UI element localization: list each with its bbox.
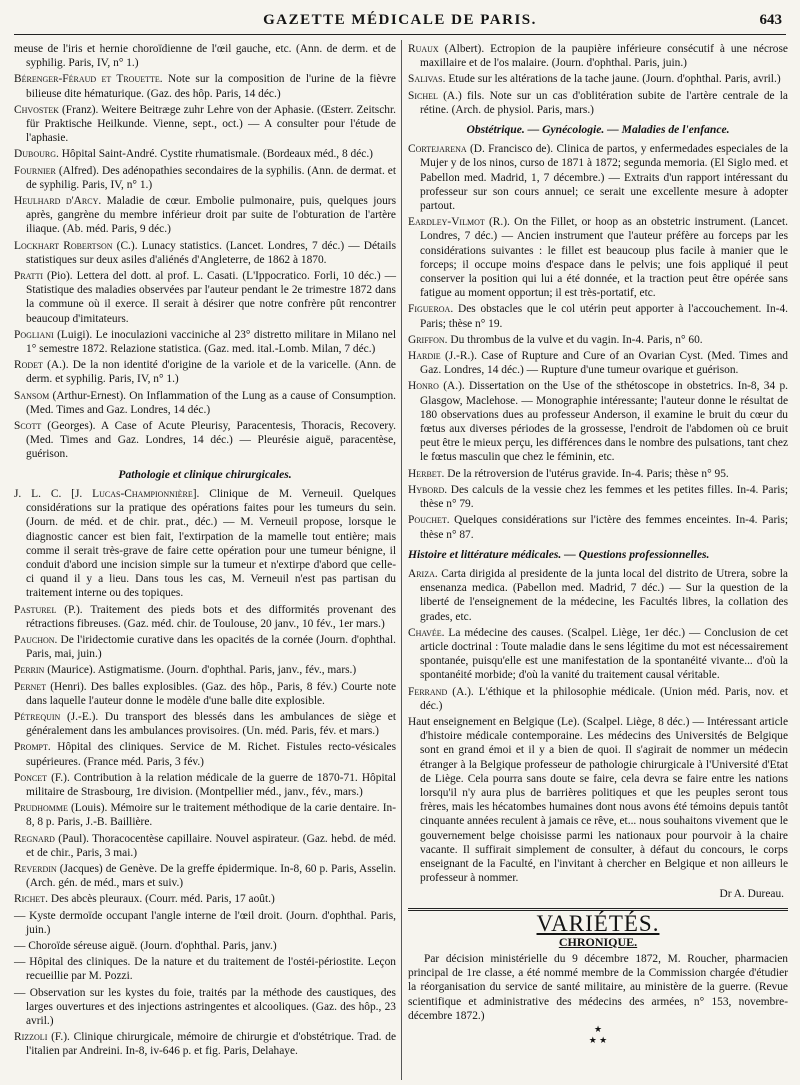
entry-author: Hardie [408,350,441,363]
bibliography-entry [408,467,788,481]
bibliography-entry [14,42,396,70]
entry-author: Perrin [14,664,45,677]
entry-text: Du thrombus de la vulve et du vagin. In-4. Paris, n° 60. [447,333,703,346]
page-number: 643 [759,12,782,28]
bibliography-list-tail [14,1030,396,1058]
entry-author: Dubourg. [14,148,59,161]
stars-bottom: ★ ★ [588,1035,608,1045]
bibliography-entry [408,483,788,511]
entry-author: Cortejarena [408,143,467,156]
entry-author: Pétrequin [14,710,61,723]
entry-text: (Luigi). Le inoculazioni vacciniche al 23° distretto militare in Milano nel 1° semestre 1872. Relazione statistica. (Gaz. med. ital.-Lomb. Milan, 7 déc.) [26,328,396,356]
entry-text: (A.). L'éthique et la philosophie médicale. (Union méd. Paris, nov. et déc.) [420,685,788,712]
entry-text: (C.). Lunacy statistics. (Lancet. Londres, 7 déc.) — Détails statistiques sur deux asiles d'aliénés d'Angleterre, de 1862 à 1870. [26,239,397,266]
entry-text: (F.). Contribution à la relation médicale de la guerre de 1870-71. Hôpital militaire de Strasbourg, 1re division. (Montpellier méd., janv., fév., mars.) [26,771,396,798]
bibliography-entry [14,801,396,829]
section-heading-pathologie: Pathologie et clinique chirurgicales. [118,467,292,481]
entry-text: Note sur la composition de l'urine de la fièvre bilieuse dite hématurique. (Gaz. des hôp. Paris, 14 déc.) [26,73,396,100]
bibliography-entry [14,633,396,661]
bibliography-entry [14,194,396,237]
entry-author: Pouchet. [408,514,450,527]
entry-text: (Albert). Ectropion de la paupière inférieure consécutif à une nécrose maxillaire et de l'os malaire. (Journ. d'ophthal. Paris, juin.) [420,43,788,70]
bibliography-entry [408,685,788,713]
bibliography-entry [14,487,396,601]
entry-author: Prompt. [14,741,51,754]
entry-text: (R.). On the Fillet, or hoop as an obstetric instrument. (Lancet. Londres, 7 déc.) — Ancien instrument que l'auteur préfère au forceps par les considérations suivantes : le fillet est beaucoup plus facile à manier que le forceps; il occupe moins d'espace dans le pelvis; une fois appliqué il peut conserver la position qui lui a été donnée, et la traction peut être opérée sans fatigue au moment opportun; il est très-portatif, etc. [420,216,788,300]
entry-author: Ariza. [408,567,438,580]
bibliography-entry [14,147,396,161]
entry-author: Pauchon. [14,633,58,646]
entry-text: Des abcès pleuraux. (Courr. méd. Paris, 17 août.) [48,893,275,906]
entry-author: Ruaux [408,43,439,55]
entry-author: Griffon. [408,333,448,346]
bibliography-entry [14,603,396,631]
bibliography-list-obstetrique [408,142,788,541]
entry-author: Ferrand [408,685,448,698]
bibliography-entry [408,567,788,624]
left-column [14,42,396,1061]
entry-author: Sansom [14,389,50,402]
bibliography-entry [408,715,788,885]
entry-author: Pogliani [14,328,54,341]
entry-author: Heulhard d'Arcy. [14,195,102,208]
chronique-title: CHRONIQUE. [558,934,638,949]
entry-text: (Jacques) de Genève. De la greffe épidermique. In-8, 60 p. Paris, Asselin. (Arch. gén. de méd., mars et suiv.) [26,862,396,890]
bibliography-entry [408,142,788,213]
page-header [14,10,786,35]
bibliography-entry [14,72,396,100]
entry-author: Fournier [14,164,56,177]
signature: Dr A. Dureau. [719,888,784,901]
entry-text: De la rétroversion de l'utérus gravide. In-4. Paris; thèse n° 95. [444,467,729,480]
entry-text: Carta dirigida al presidente de la junta local del distrito de Utrera, sobre la ensenanza medica. (Pabellon med. Madrid, 7 déc.) — Sur la question de la liberté de l'enseignement de la médecine, les Facultés libres, la collation des grades, etc. [420,567,788,623]
bibliography-entry [14,419,396,462]
bibliography-list-general [14,42,396,462]
entry-text: De l'iridectomie curative dans les opacités de la cornée (Journ. d'ophthal. Paris, mai, juin.) [26,633,396,661]
bibliography-entry [14,103,396,146]
bibliography-entry [14,892,396,906]
entry-text: (A.) fils. Note sur un cas d'oblitération subite de l'artère centrale de la rétine. (Arch. de physiol. Paris, mars.) [420,89,788,116]
bibliography-entry [408,215,788,300]
bibliography-entry [14,710,396,738]
bibliography-entry [14,663,396,677]
entry-text: Maladie de cœur. Embolie pulmonaire, puis, quelques jours après, gangrène du membre inférieur droit par suite de l'obturation de l'artère iliaque. (Ab. méd. Paris, 9 déc.) [26,195,396,236]
entry-text: Clinique de M. Verneuil. Quelques considérations sur la pratique des opérations faites pour les tumeurs du sein. (Journ. de méd. et de chir. prat., déc.) — M. Verneuil propose, lorsque le diagnostic cancer est bien fait, l'extirpation de la mamelle tout entière; mais comme il serait très-grave de faire cette opération pour une tumeur bénigne, il conduit d'abord une incision simple sur la tumeur et n'extirpe d'abord que celle-ci quand il y a lieu. Dans tous les cas, M. Verneuil n'est pas partisan du traitement interne ou des topiques. [26,487,396,600]
bibliography-entry [408,89,788,117]
entry-author: Chvostek [14,103,59,116]
bibliography-list-histoire [408,567,788,885]
entry-text: (Alfred). Des adénopathies secondaires de la syphilis. (Ann. de dermat. et de syphilig. Paris, IV, n° 1.) [26,164,396,191]
entry-author: Lockhart Robertson [14,239,113,252]
entry-text: La médecine des causes. (Scalpel. Liège, 1er déc.) — Conclusion de cet article doctrinal : Toute maladie dans le sens légitime du mot est nécessairement spontanée, puisqu'elle est une manifestation de la spontanéité vivante... d'où la spontanéité morbide; d'où la vanité du traitement causal véritable. [420,626,788,682]
entry-text: (Henri). Des balles explosibles. (Gaz. des hôp., Paris, 8 fév.) Courte note dans laquelle l'auteur donne le modèle d'une balle dite explosible. [26,680,396,707]
entry-text: Hôpital des cliniques. Service de M. Richet. Fistules recto-vésicales supérieures. (France méd. Paris, 3 fév.) [26,741,396,768]
entry-author: Pratti [14,270,43,283]
bibliography-entry [408,349,788,377]
chronique-paragraph: Par décision ministérielle du 9 décembre 1872, M. Roucher, pharmacien principal de 1re classe, a été nommé membre de la Commission chargée d'étudier la réorganisation du service de santé militaire, au ministère de la guerre. (Revue scientifique et administrative des médecins des armées, n° 153, novembre-décembre 1872.) [408,952,788,1022]
bibliography-entry [14,740,396,768]
bibliography-entry [408,42,788,70]
entry-text: Etude sur les altérations de la tache jaune. (Journ. d'ophthal. Paris, avril.) [445,73,781,86]
bibliography-entry [408,302,788,330]
entry-author: Reverdin [14,862,57,875]
entry-text: Des calculs de la vessie chez les femmes et les petites filles. In-4. Paris; thèse n° 79. [420,483,788,511]
entry-author: Figueroa. [408,303,454,316]
bibliography-entry [408,513,788,541]
entry-text: (Paul). Thoracocentèse capillaire. Nouvel aspirateur. (Gaz. hebd. de méd. et de chir., Paris, 3 mai.) [26,832,396,859]
entry-author: Chavée. [408,626,445,639]
bibliography-entry [14,358,396,386]
entry-text: (J.-R.). Case of Rupture and Cure of an Ovarian Cyst. (Med. Times and Gaz. Londres, 14 déc.) — Rupture d'une tumeur ovarique et guérison. [420,350,788,377]
bibliography-entry [14,389,396,417]
continuation-entry: — Hôpital des cliniques. De la nature et du traitement de l'ostéi-périostite. Leçon recueillie par M. Pozzi. [14,956,396,983]
entry-author: Poncet [14,771,47,784]
bibliography-entry [408,379,788,464]
entry-author: Pernet [14,680,47,693]
bibliography-list-pathologie [14,487,396,907]
entry-author: Prudhomme [14,802,68,815]
entry-text: (P.). Traitement des pieds bots et des difformités provenant des rétractions fibreuses. (Gaz. méd. chir. de Toulouse, 20 janv., 10 fév., 1er mars.) [26,603,396,630]
bibliography-entry [14,164,396,192]
entry-author: Honro [408,380,439,393]
entry-text: (J.-E.). Du transport des blessés dans les ambulances de siège et généralement dans les ambulances provisoires. (Un. méd. Paris, fév. et mars.) [26,710,396,738]
varietes-title: VARIÉTÉS. [536,910,660,936]
entry-author: Scott [14,420,42,433]
entry-author: Sichel [408,89,438,102]
entry-author: Salivas. [408,73,446,86]
entry-text: (A.). Dissertation on the Use of the sthétoscope in obstetrics. In-8, 34 p. Glasgow, Maclehose. — Monographie intéressante; l'auteur donne le résultat de 180 observations dues au professeur Anderson, il examine le bruit du cœur du fœtus aux diverses périodes de la grossesse, l'endroit de l'abdomen où ce bruit peut être le mieux perçu, les différences dans le nombre des pulsations, tant chez le fœtus masculin que chez le féminin, etc. [420,380,788,464]
entry-author: J. L. C. [J. Lucas-Championnière]. [14,487,200,500]
entry-author: Hybord. [408,483,448,496]
column-divider [401,40,402,1080]
entry-text: (Pio). Lettera del dott. al prof. L. Casati. (L'Ippocratico. Forli, 10 déc.) — Statistique des maladies observées par l'auteur pendant le 2e trimestre 1872 dans la commune où il exerce. Il serait à désirer que notre confrère pût rencontrer beaucoup d'imitateurs. [26,270,396,325]
bibliography-entry [14,269,396,326]
stars-top: ★ [593,1024,603,1034]
bibliography-entry [408,626,788,683]
bibliography-entry [14,862,396,890]
entry-text: Haut enseignement en Belgique (Le). (Scalpel. Liège, 8 déc.) — Intéressant article d'histoire médicale contemporaine. Les médecins des Universités de Belgique sont en grand émoi et il y a bien de quoi. Il s'agirait de nommer un médecin étranger à la Belgique professeur de pathologie chirurgicale à l'Université d'Etat de Liège. Cela pourra sans doute se faire, cela devra se faire entre les nations lorsqu'il n'y aura plus de barrières politiques et que les peuples seront tous frères, mais les hécatombes humaines dont nous avons été témoins depuis tantôt cinquante années reculent à jamais ce rêve, et... nous souhaitons vivement que le gouvernement belge choisisse parmi les nationaux pour pourvoir à la chaire vacante. Il suffirait simplement de consulter, à défaut du concours, le corps enseignant de la Faculté, en l'invitant à chercher en Belgique et non ailleurs le professeur à nommer. [408,715,788,885]
entry-text: (Arthur-Ernest). On Inflammation of the Lung as a cause of Consumption. (Med. Times and Gaz. Londres, 14 déc.) [26,389,396,416]
entry-text: Hôpital Saint-André. Cystite rhumatismale. (Bordeaux méd., 8 déc.) [58,148,373,161]
bibliography-entry [14,680,396,708]
entry-text: (A.). De la non identité d'origine de la variole et de la varicelle. (Ann. de derm. et syphilig. Paris, IV, n° 1.) [26,359,396,386]
bibliography-entry [408,72,788,86]
continuation-entry: — Kyste dermoïde occupant l'angle interne de l'œil droit. (Journ. d'ophthal. Paris, juin.) [14,909,396,936]
entry-text: (F.). Clinique chirurgicale, mémoire de chirurgie et d'obstétrique. Trad. de l'italien par Andreini. In-8, iv-646 p. et fig. Paris, Delahaye. [26,1031,396,1058]
entry-author: Rizzoli [14,1031,48,1044]
bibliography-list-ophthalmology [408,42,788,117]
entry-text: (Louis). Mémoire sur le traitement méthodique de la carie dentaire. In-8, 8 p. Paris, J.-B. Baillière. [26,802,396,829]
bibliography-entry [14,1030,396,1058]
entry-text: (Maurice). Astigmatisme. (Journ. d'ophthal. Paris, janv., fév., mars.) [44,664,357,677]
entry-text: (Franz). Weitere Beitræge zuhr Lehre von der Aphasie. (Œsterr. Zeitschr. für Praktische Heilkunde. Vienne, sept., oct.) — A consulter pour l'étude de l'aphasie. [26,103,396,145]
entry-text: Des obstacles que le col utérin peut apporter à l'accouchement. In-4. Paris; thèse n° 19. [420,303,788,330]
continuation-entry: — Observation sur les kystes du foie, traités par la méthode des caustiques, des larges ouvertures et des injections astringentes et alcooliques. (Gaz. des hôp., 23 avril.) [14,986,396,1027]
entry-author: Pasturel [14,603,57,616]
right-column [408,42,788,1045]
journal-title: GAZETTE MÉDICALE DE PARIS. [263,12,537,28]
entry-author: Eardley-Vilmot [408,216,485,229]
richet-additional-works [14,909,396,1029]
entry-text: Quelques considérations sur l'ictère des femmes enceintes. In-4. Paris; thèse n° 87. [420,514,788,541]
entry-author: Bérenger-Féraud et Trouette. [14,73,163,86]
bibliography-entry [14,239,396,267]
entry-author: Richet. [14,893,48,906]
continuation-entry: — Choroïde séreuse aiguë. (Journ. d'ophthal. Paris, janv.) [14,939,277,952]
bibliography-entry [408,333,788,347]
entry-text: (D. Francisco de). Clinica de partos, y enfermedades especiales de la Mujer y de los ninos, curso de 1871 à 1872; segunda memoria. (El Siglo med. et Pabellon med. Madrid, 1, 7 décembre.) — Extraits d'un rapport intéressant du professeur sur son cours annuel; ce serait une excellente mesure à adopter partout. [420,143,788,213]
bibliography-entry [14,771,396,799]
entry-author: Herbet. [408,467,445,480]
entry-text: (Georges). A Case of Acute Pleurisy, Paracentesis, Thoracis, Recovery. (Med. Times and Gaz. Londres, 14 déc.) — Pleurésie aiguë, paracentèse, guérison. [26,420,396,461]
entry-author: Rodet [14,359,43,372]
section-heading-obstetrique: Obstétrique. — Gynécologie. — Maladies de l'enfance. [466,123,730,137]
section-heading-histoire: Histoire et littérature médicales. — Questions professionnelles. [408,547,710,561]
bibliography-entry [14,832,396,860]
entry-author: Regnard [14,832,55,845]
entry-text: meuse de l'iris et hernie choroïdienne de l'œil gauche, etc. (Ann. de derm. et de syphilig. Paris, IV, n° 1.) [14,43,396,70]
bibliography-entry [14,328,396,356]
